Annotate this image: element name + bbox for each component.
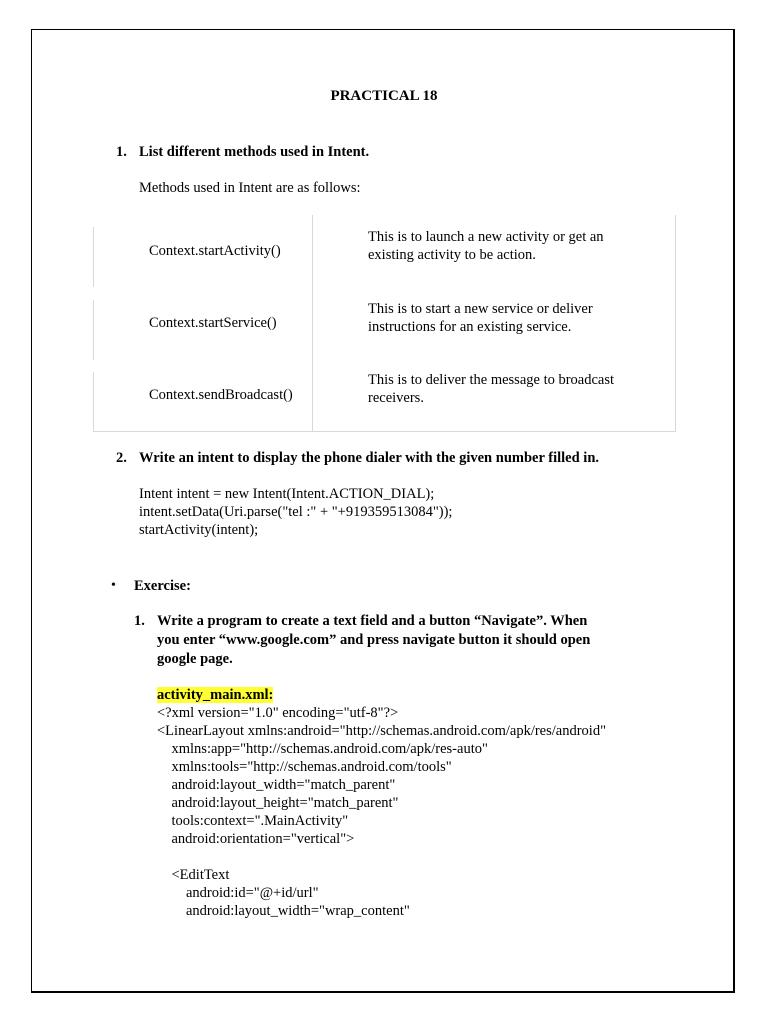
q1-intro: Methods used in Intent are as follows: bbox=[139, 180, 361, 196]
methods-table bbox=[93, 215, 676, 432]
xml-code-line: <LinearLayout xmlns:android="http://schemas.android.com/apk/res/android" bbox=[157, 723, 606, 739]
q2-code-line: intent.setData(Uri.parse("tel :" + "+919359513084")); bbox=[139, 504, 453, 520]
table-column-divider bbox=[312, 215, 313, 432]
method-description: This is to launch a new activity or get an bbox=[368, 229, 604, 245]
table-left-border bbox=[93, 372, 94, 432]
xml-code-line: android:layout_width="wrap_content" bbox=[157, 903, 410, 919]
page-title: PRACTICAL 18 bbox=[330, 88, 438, 104]
exercise-heading: Exercise: bbox=[134, 578, 191, 594]
xml-code-line: tools:context=".MainActivity" bbox=[157, 813, 349, 829]
q2-code-line: Intent intent = new Intent(Intent.ACTION_DIAL); bbox=[139, 486, 435, 502]
table-left-border bbox=[93, 227, 94, 287]
xml-code-line: android:orientation="vertical"> bbox=[157, 831, 355, 847]
file-label bbox=[157, 686, 273, 704]
q2-number: 2. bbox=[116, 450, 127, 466]
xml-code-line: xmlns:app="http://schemas.android.com/apk/res-auto" bbox=[157, 741, 488, 757]
xml-code-line: <?xml version="1.0" encoding="utf-8"?> bbox=[157, 705, 399, 721]
xml-code-line: <EditText bbox=[157, 867, 230, 883]
bullet-icon: • bbox=[111, 578, 116, 593]
xml-code-line: android:layout_height="match_parent" bbox=[157, 795, 399, 811]
q1-question: List different methods used in Intent. bbox=[139, 144, 370, 160]
q2-code-line: startActivity(intent); bbox=[139, 522, 259, 538]
method-name: Context.startActivity() bbox=[149, 243, 281, 259]
method-description: instructions for an existing service. bbox=[368, 319, 572, 335]
exercise-question-line: Write a program to create a text field and a button “Navigate”. When bbox=[157, 613, 588, 629]
exercise-question-line: you enter “www.google.com” and press navigate button it should open bbox=[157, 632, 591, 648]
q2-question: Write an intent to display the phone dialer with the given number filled in. bbox=[139, 450, 600, 466]
table-right-border bbox=[675, 215, 676, 432]
method-name: Context.sendBroadcast() bbox=[149, 387, 293, 403]
exercise-number: 1. bbox=[134, 613, 145, 629]
method-description: This is to deliver the message to broadcast bbox=[368, 372, 615, 388]
file-label-highlight: activity_main.xml: bbox=[157, 687, 274, 703]
table-left-border bbox=[93, 300, 94, 360]
exercise-question-line: google page. bbox=[157, 651, 233, 667]
method-description: receivers. bbox=[368, 390, 424, 406]
q1-number: 1. bbox=[116, 144, 127, 160]
xml-code-line: android:layout_width="match_parent" bbox=[157, 777, 396, 793]
xml-code-line: xmlns:tools="http://schemas.android.com/tools" bbox=[157, 759, 452, 775]
table-bottom-border bbox=[93, 431, 676, 432]
xml-code-line: android:id="@+id/url" bbox=[157, 885, 319, 901]
method-description: existing activity to be action. bbox=[368, 247, 536, 263]
method-description: This is to start a new service or deliver bbox=[368, 301, 593, 317]
method-name: Context.startService() bbox=[149, 315, 277, 331]
